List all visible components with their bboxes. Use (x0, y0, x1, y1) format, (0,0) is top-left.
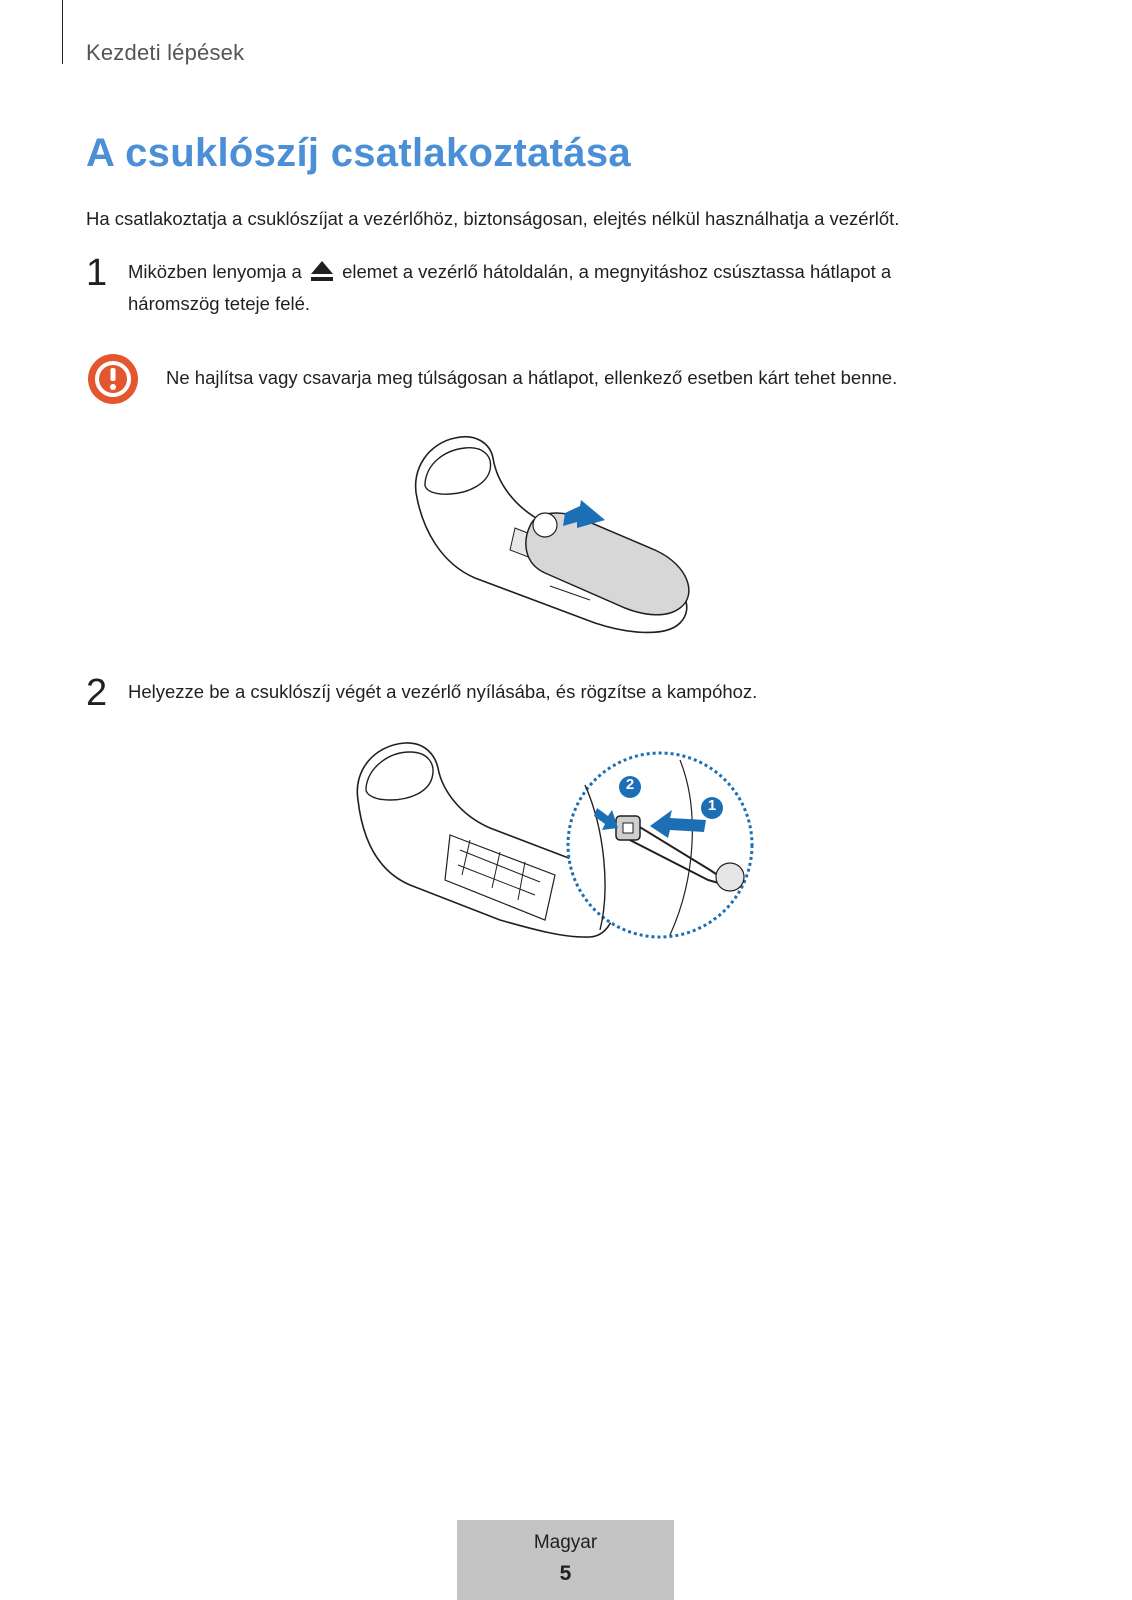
hook-slot (623, 823, 633, 833)
step-1-text-line2: háromszög teteje felé. (128, 293, 311, 314)
header-rule (62, 0, 63, 64)
page-title: A csuklószíj csatlakoztatása (86, 131, 631, 175)
footer-page-box (457, 1520, 674, 1600)
step-1-text (128, 256, 1008, 320)
eject-triangle-icon (309, 259, 335, 283)
callout-2-label: 2 (625, 776, 635, 793)
release-latch (533, 513, 557, 537)
slide-arrow-icon (563, 500, 605, 528)
step-1-number: 1 (86, 252, 108, 294)
footer-language: Magyar (533, 1532, 598, 1553)
step-1-text-end: elemet a vezérlő hátoldalán, a megnyitáshoz csúsztassa hátlapot a (342, 261, 892, 282)
caution-text: Ne hajlítsa vagy csavarja meg túlságosan a hátlapot, ellenkező esetben kárt tehet benne. (166, 367, 898, 388)
step-2-text: Helyezze be a csuklószíj végét a vezérlő nyílásába, és rögzítse a kampóhoz. (128, 681, 758, 702)
step-1-text-start: Miközben lenyomja a (128, 261, 302, 282)
caution-exclamation-icon (86, 352, 140, 406)
section-label: Kezdeti lépések (86, 40, 245, 65)
figure-controller-cover (405, 428, 705, 643)
callout-1-label: 1 (707, 797, 717, 814)
figure-strap-attachment (350, 740, 770, 955)
magnified-inset (568, 753, 752, 937)
page-number: 5 (559, 1562, 572, 1585)
strap-bead (716, 863, 744, 891)
intro-paragraph: Ha csatlakoztatja a csuklószíjat a vezérlőhöz, biztonságosan, elejtés nélkül használhatja a vezérlőt. (86, 208, 900, 229)
step-2-number: 2 (86, 672, 108, 714)
